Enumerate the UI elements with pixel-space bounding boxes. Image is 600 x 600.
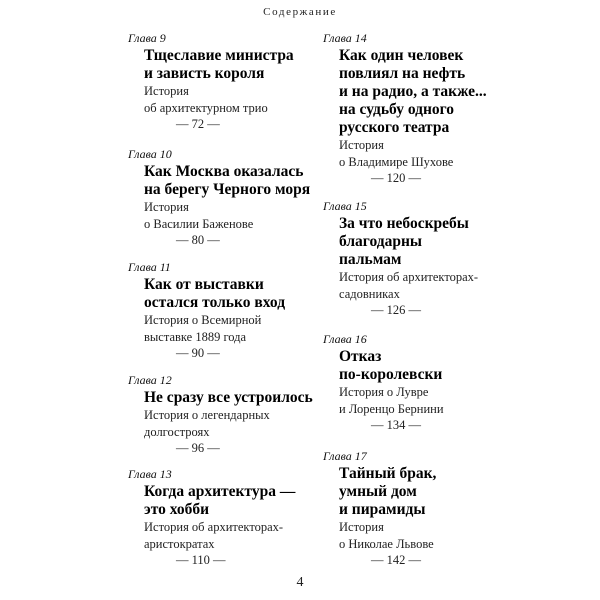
chapter-description-line: История об архитекторах- bbox=[339, 270, 479, 284]
chapter-title-line: на судьбу одного bbox=[339, 101, 455, 118]
chapter-page-number: — 110 — bbox=[176, 553, 226, 567]
chapter-label: Глава 17 bbox=[323, 449, 367, 463]
chapter-title-line: Когда архитектура — bbox=[144, 483, 296, 500]
chapter-label: Глава 9 bbox=[128, 31, 166, 45]
chapter-description-line: долгостроях bbox=[144, 424, 210, 439]
chapter-description-line: о Николае Львове bbox=[339, 536, 434, 551]
chapter-title-line: Как от выставки bbox=[144, 276, 264, 293]
chapter-label: Глава 16 bbox=[323, 332, 367, 346]
chapter-title-line: повлиял на нефть bbox=[339, 65, 466, 82]
chapter-title-line: это хобби bbox=[144, 501, 210, 518]
chapter-title-line: и зависть короля bbox=[144, 65, 265, 82]
chapter-title-line: по-королевски bbox=[339, 366, 443, 383]
toc-entry-chapter-17[interactable] bbox=[323, 450, 513, 568]
chapter-page-number: — 134 — bbox=[371, 418, 421, 432]
chapter-description-line: История bbox=[144, 200, 189, 214]
chapter-page-number: — 90 — bbox=[176, 346, 220, 360]
toc-entry-chapter-14[interactable] bbox=[323, 32, 513, 186]
chapter-description-line: о Владимире Шухове bbox=[339, 154, 454, 169]
chapter-label: Глава 11 bbox=[128, 260, 171, 274]
chapter-description-line: История о легендарных bbox=[144, 408, 270, 422]
chapter-title-line: Отказ bbox=[339, 348, 382, 365]
chapter-label: Глава 12 bbox=[128, 373, 172, 387]
chapter-page-number: — 72 — bbox=[176, 117, 220, 131]
toc-entry-chapter-12[interactable] bbox=[128, 374, 318, 456]
toc-entry-chapter-13[interactable] bbox=[128, 468, 318, 568]
chapter-description-line: садовниках bbox=[339, 286, 400, 301]
chapter-description-line: История bbox=[339, 138, 384, 152]
chapter-title-line: За что небоскребы bbox=[339, 215, 469, 232]
chapter-page-number: — 126 — bbox=[371, 303, 421, 317]
toc-entry-chapter-9[interactable] bbox=[128, 32, 318, 132]
chapter-description-line: История о Лувре bbox=[339, 385, 429, 399]
toc-entry-chapter-15[interactable] bbox=[323, 200, 513, 318]
chapter-title-line: Как Москва оказалась bbox=[144, 163, 304, 180]
chapter-title-line: остался только вход bbox=[144, 294, 286, 311]
chapter-title-line: Как один человек bbox=[339, 47, 464, 64]
chapter-description-line: История bbox=[144, 84, 189, 98]
folio-page-number: 4 bbox=[296, 575, 304, 590]
chapter-label: Глава 10 bbox=[128, 147, 172, 161]
chapter-title-line: Тщеславие министра bbox=[144, 47, 294, 64]
chapter-page-number: — 80 — bbox=[176, 233, 220, 247]
chapter-description-line: об архитектурном трио bbox=[144, 100, 268, 115]
chapter-description-line: о Василии Баженове bbox=[144, 216, 254, 231]
chapter-description-line: История о Всемирной bbox=[144, 313, 262, 327]
chapter-page-number: — 142 — bbox=[371, 553, 421, 567]
chapter-label: Глава 13 bbox=[128, 467, 172, 481]
chapter-title-line: русского театра bbox=[339, 119, 450, 136]
chapter-label: Глава 14 bbox=[323, 31, 367, 45]
toc-entry-chapter-10[interactable] bbox=[128, 148, 318, 248]
toc-entry-chapter-16[interactable] bbox=[323, 333, 513, 433]
chapter-title-line: Тайный брак, bbox=[339, 465, 437, 482]
chapter-label: Глава 15 bbox=[323, 199, 367, 213]
chapter-title-line: и на радио, а также... bbox=[339, 83, 487, 100]
toc-entry-chapter-11[interactable] bbox=[128, 261, 318, 361]
chapter-description-line: История об архитекторах- bbox=[144, 520, 284, 534]
chapter-page-number: — 96 — bbox=[176, 441, 220, 455]
chapter-title-line: пальмам bbox=[339, 251, 402, 268]
chapter-description-line: и Лоренцо Бернини bbox=[339, 401, 444, 416]
chapter-description-line: аристократах bbox=[144, 536, 215, 551]
chapter-description-line: выставке 1889 года bbox=[144, 329, 247, 344]
chapter-title-line: благодарны bbox=[339, 233, 423, 250]
chapter-title-line: Не сразу все устроилось bbox=[144, 389, 313, 406]
chapter-page-number: — 120 — bbox=[371, 171, 421, 185]
chapter-title-line: умный дом bbox=[339, 483, 417, 500]
chapter-title-line: и пирамиды bbox=[339, 501, 426, 518]
running-header: Содержание bbox=[263, 6, 337, 18]
chapter-title-line: на берегу Черного моря bbox=[144, 181, 311, 198]
chapter-description-line: История bbox=[339, 520, 384, 534]
